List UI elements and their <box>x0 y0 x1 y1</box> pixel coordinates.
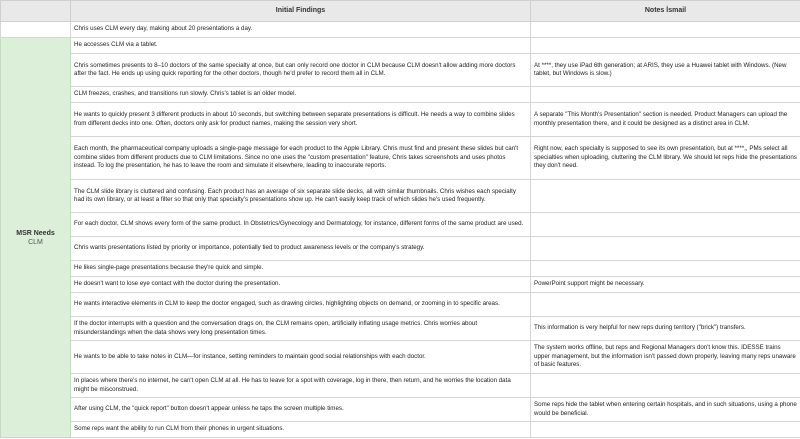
finding-cell: Chris uses CLM every day, making about 20 presentations a day. <box>71 22 531 38</box>
finding-cell: He wants interactive elements in CLM to keep the doctor engaged, such as drawing circles, highlighting objects on demand, or zooming in to specific areas. <box>71 293 531 317</box>
table-row <box>1 293 800 317</box>
finding-cell: He wants to quickly present 3 different products in about 10 seconds, but switching between separate presentations is difficult. He needs a way to combine slides from different decks into one. Often, doctors only ask for product names, making the session very short. <box>71 103 531 137</box>
table-row <box>1 38 800 54</box>
note-cell: The system works offline, but reps and Regional Managers don't know this. IDESSE trains upper management, but the information isn't passed down properly, leaving many reps unaware of basic features. <box>531 341 800 374</box>
note-cell <box>531 293 800 317</box>
finding-cell: Each month, the pharmaceutical company uploads a single-page message for each product to the Apple Library. Chris must find and present these slides but can't combine slides from different products due to CLM limitations. Since no one uses the "custom presentation" feature, Chris takes screenshots and uses photos instead. To log the presentation, he has to leave the room and simulate it elsewhere, leading to inaccurate reports. <box>71 137 531 180</box>
table-row <box>1 277 800 293</box>
finding-cell: For each doctor, CLM shows every form of the same product. In Obstetrics/Gynecology and Dermatology, for instance, different forms of the same product are used. <box>71 213 531 237</box>
finding-cell: Chris wants presentations listed by priority or importance, potentially tied to product awareness levels or the company's strategy. <box>71 237 531 261</box>
table-row <box>1 137 800 180</box>
table-row <box>1 341 800 374</box>
table-row <box>1 398 800 422</box>
table-row <box>1 87 800 103</box>
note-cell <box>531 38 800 54</box>
table-row <box>1 180 800 213</box>
table-row <box>1 103 800 137</box>
table-row <box>1 317 800 341</box>
table-row <box>1 22 800 38</box>
note-cell: This information is very helpful for new reps during territory ("brick") transfers. <box>531 317 800 341</box>
blank-cell <box>1 22 71 38</box>
finding-cell: If the doctor interrupts with a question and the conversation drags on, the CLM remains open, artificially inflating usage metrics. Chris worries about misunderstandings when the data shows very long presentation times. <box>71 317 531 341</box>
side-label-subtitle: CLM <box>28 238 43 246</box>
finding-cell: He doesn't want to lose eye contact with the doctor during the presentation. <box>71 277 531 293</box>
note-cell: PowerPoint support might be necessary. <box>531 277 800 293</box>
note-cell <box>531 422 800 438</box>
header-initial-findings: Initial Findings <box>71 1 531 22</box>
note-cell <box>531 180 800 213</box>
finding-cell: After using CLM, the "quick report" button doesn't appear unless he taps the screen multiple times. <box>71 398 531 422</box>
finding-cell: He wants to be able to take notes in CLM—for instance, setting reminders to maintain good social relationships with each doctor. <box>71 341 531 374</box>
note-cell: At ****, they use iPad 6th generation; at ARIS, they use a Huawei tablet with Windows. (New tablet, but Windows is slow.) <box>531 54 800 87</box>
table-row <box>1 237 800 261</box>
table-row <box>1 422 800 438</box>
note-cell <box>531 213 800 237</box>
side-label <box>1 38 71 438</box>
note-cell: Right now, each specialty is supposed to see its own presentation, but at ****,, PMs select all specialties when uploading, cluttering the CLM library. We should let reps hide the presentations they don't need. <box>531 137 800 180</box>
header-blank <box>1 1 71 22</box>
note-cell <box>531 237 800 261</box>
table-row <box>1 213 800 237</box>
finding-cell: He accesses CLM via a tablet. <box>71 38 531 54</box>
note-cell <box>531 22 800 38</box>
note-cell: A separate "This Month's Presentation" section is needed. Product Managers can upload the monthly presentation there, and it could be designed as a distinct area in CLM. <box>531 103 800 137</box>
side-label-title: MSR Needs <box>16 229 55 237</box>
header-notes: Notes İsmail <box>531 1 800 22</box>
finding-cell: Chris sometimes presents to 8–10 doctors of the same specialty at once, but can only record one doctor in CLM because CLM doesn't allow adding more doctors after the fact. He ends up using quick reporting for the other doctors, though he'd prefer to record them all in CLM. <box>71 54 531 87</box>
finding-cell: CLM freezes, crashes, and transitions run slowly. Chris's tablet is an older model. <box>71 87 531 103</box>
note-cell <box>531 87 800 103</box>
finding-cell: In places where there's no internet, he can't open CLM at all. He has to leave for a spot with coverage, log in there, then return, and he worries the location data might be misconstrued. <box>71 374 531 398</box>
finding-cell: The CLM slide library is cluttered and confusing. Each product has an average of six separate slide decks, all with similar thumbnails. Chris wishes each specialty had its own library, or at least a filter so that only that specialty's presentations show up. He can't easily keep track of which slides he's used frequently. <box>71 180 531 213</box>
table-row <box>1 54 800 87</box>
note-cell: Some reps hide the tablet when entering certain hospitals, and in such situations, using a phone would be beneficial. <box>531 398 800 422</box>
finding-cell: He likes single-page presentations because they're quick and simple. <box>71 261 531 277</box>
header-row <box>1 1 800 22</box>
table-row <box>1 374 800 398</box>
note-cell <box>531 374 800 398</box>
finding-cell: Some reps want the ability to run CLM from their phones in urgent situations. <box>71 422 531 438</box>
table-row <box>1 261 800 277</box>
note-cell <box>531 261 800 277</box>
